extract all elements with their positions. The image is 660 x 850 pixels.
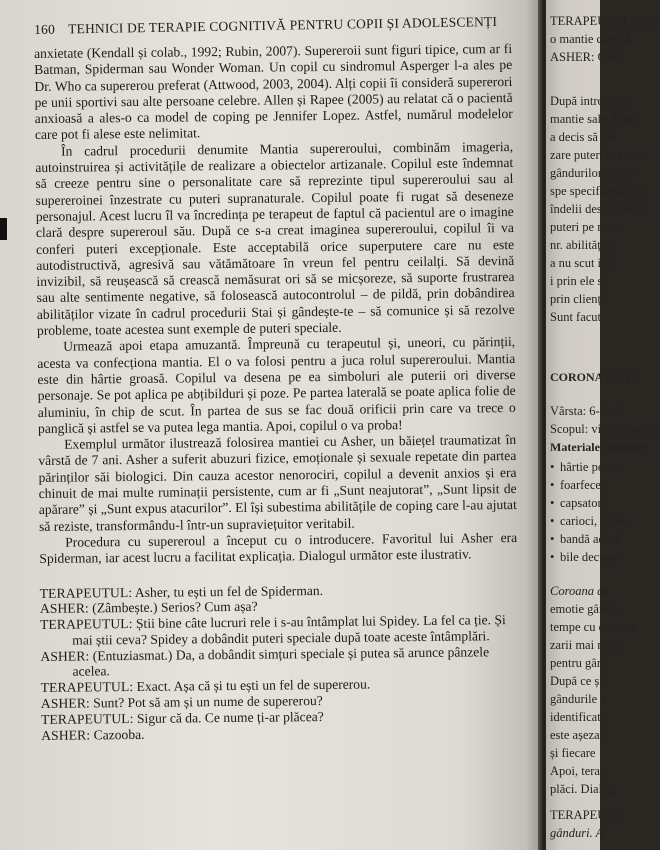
paragraph: Urmează apoi etapa amuzantă. Împreună cu terapeutul și, uneori, cu părinții, acesta va confecționa mantia. El o va folosi pentru a juca rolul supereroului. Mantia este din hârtie groasă. Copilul va desena pe ea simboluri ale puterii ori diverse personaje. Se pot aplica pe abțibilduri și poze. Pe partea laterală se poate aplica folie de aluminiu, în chip de scut. În partea de sus se fac două orificii prin care va trece o panglică și astfel se va putea lega mantia. Apoi, copilul o va proba! (37, 334, 516, 436)
facing-page-text: Coroana cu (550, 584, 609, 598)
facing-page-text: Apoi, terap (550, 764, 607, 778)
bullet-icon: • (550, 532, 555, 546)
bullet-icon: • (550, 550, 555, 564)
dialogue-text: Cazooba. (93, 726, 145, 743)
paragraph: anxietate (Kendall și colab., 1992; Rubin, 2007). Supereroii sunt figuri tipice, cum ar fi Batman, Spiderman sau Wonder Woman. Un copil cu sindromul Asperger l-a ales pe Dr. Who ca supererou preferat (Attwood, 2003, 2004). Alți copii îi consideră supererori pe unii sportivi sau alte persoane celebre. Allen și Rapee (2005) au relatat că o pacientă anxioasă a ales-o ca model de coping pe Jennifer Lopez. Astfel, numărul modelelor care pot fi alese este nelimitat. (34, 40, 513, 143)
speaker-label: ASHER: (39, 600, 89, 617)
paragraph: În cadrul procedurii denumite Mantia supereroului, combinăm imageria, autoinstruirea și activitățile de realizare a obiectelor artizanale. Copilul este îndemnat să creeze pentru sine o personalitate care să reprezinte tipul supereroului sau al supereroinei înzestrate cu puteri supranaturale. Copilul poate fi rugat să deseneze personajul. Acest lucru îl va încredința pe terapeut de faptul că pacientul are o imagine clară despre supereroul său. După ce s-a creat imaginea supereroului, copilul îi va conferi puteri excepționale. Este acceptabilă orice superputere care nu este autodistructivă, agresivă sau vătămătoare în vreun fel pentru ceilalți. Să devină invizibil, să reușească să crească nemăsurat ori să se micșoreze, să suporte frustrarea sau alte sentimente negative, să folosească autocontrolul – de pildă, prin dobândirea abilităților vizate în cadrul procedurii Stai și gândește-te – să comunice și să rezolve probleme, toate acestea sunt exemple de puteri speciale. (35, 138, 515, 339)
facing-page-text: gândurile a (550, 692, 606, 706)
facing-page-text: și fiecare (550, 746, 596, 760)
facing-page-text: După introduce (550, 94, 628, 108)
paragraph: Exemplul următor ilustrează folosirea mantiei cu Asher, un băiețel traumatizat în vârstă de 7 ani. Asher a suferit abuzuri fizice, emoționale și sexuale repetate din partea părinților săi biologici. Din cauza acestor nenorociri, copilul a devenit anxios și era chinuit de mai multe ruminații persistente, cum ar fi „Sunt neajutorat”, „Sunt lipsit de apărare” și „Sunt expus atacurilor”. El își subestima abilitățile de coping care l-au ajutat să reziste, transformându-l într-un supraviețuitor veritabil. (38, 432, 517, 534)
facing-page-text: gânduri. A (550, 826, 604, 840)
facing-page-text: puteri pe mam (550, 220, 623, 234)
dialogue-text: Sunt? Pot să am și un nume de supererou? (93, 693, 323, 711)
dialogue-text: Sigur că da. Ce nume ți-ar plăcea? (136, 708, 324, 726)
dialogue-block (40, 580, 520, 743)
facing-page-text: o mantie care să (550, 32, 631, 46)
facing-page-bullet: • carioci, creio (550, 514, 626, 528)
facing-page-text: a nu scut im (550, 256, 611, 270)
dialogue-line (40, 612, 518, 649)
facing-page-text: mantie sale. Iniți (550, 112, 634, 126)
page-number: 160 (34, 21, 56, 37)
facing-page-text: Sunt facut (550, 310, 602, 324)
speaker-label: ASHER: (41, 727, 91, 743)
facing-page-text: zarii mai mult (550, 638, 621, 652)
facing-page-meta: Vârsta: 6-9 ani (550, 404, 625, 418)
facing-page-text: ASHER: OK! (550, 50, 620, 64)
dialogue-text: (Entuziasmat.) Da, a dobândit simțuri speciale și putea să arunce pânzele acelea. (72, 643, 490, 680)
facing-page-text: După ce și- (550, 674, 607, 688)
facing-page-meta: Scopul: vizualizarea c (550, 422, 660, 436)
bullet-icon: • (550, 478, 555, 492)
dialogue-text: Asher, tu ești un fel de Spiderman. (134, 582, 324, 600)
page-header (34, 14, 514, 44)
facing-page-text: nr. abilitățile, (550, 238, 617, 252)
facing-page-text: prin clienții (550, 292, 608, 306)
bullet-icon: • (550, 514, 555, 528)
bullet-icon: • (550, 460, 555, 474)
facing-page-text: spe specifice au fo (550, 184, 643, 198)
facing-page-text: TERAPEUTU (550, 808, 623, 822)
facing-page-text: zare puteri era asoc (550, 148, 647, 162)
dialogue-text: (Zâmbește.) Serios? Cum așa? (92, 598, 258, 616)
bullet-icon: • (550, 496, 555, 510)
facing-page-bullet: • bile decupa (550, 550, 618, 564)
facing-page-text: TERAPEUTUL: Acu (550, 14, 658, 28)
facing-page-bullet: • capsator, (550, 496, 605, 510)
facing-page-bullet: • foarfece, (550, 478, 605, 492)
facing-page-heading: CORONA CU C (550, 370, 635, 384)
facing-page-text: a decis să ale (550, 130, 616, 144)
page-edge-tab-mark (0, 218, 7, 240)
speaker-label: TERAPEUTUL: (39, 584, 133, 601)
facing-page-text: îndelii despre prop (550, 202, 644, 216)
facing-page-materials-heading: Materiale necesare (550, 440, 647, 454)
body-text (34, 41, 519, 743)
facing-page-bullet: • bandă adezi (550, 532, 620, 546)
running-head-title: TEHNICI DE TERAPIE COGNITIVĂ PENTRU COPII ȘI ADOLESCENȚI (67, 13, 498, 37)
facing-page-text: gândurilor, inteli (550, 166, 634, 180)
facing-page-text: i prin ele s (550, 274, 603, 288)
facing-page-text: identificate (550, 710, 607, 724)
paragraph: Procedura cu supereroul a început cu o introducere. Favoritul lui Asher era Spiderman, iar acest lucru a facilitat explicația. Dialogul următor este ilustrativ. (39, 529, 518, 567)
right-book-page-edge (546, 0, 660, 850)
facing-page-text: emotie gându (550, 602, 618, 616)
dialogue-text: Exact. Așa că și tu ești un fel de supererou. (136, 676, 371, 695)
facing-page-text: pentru gân (550, 656, 604, 670)
facing-page-text: plăci. Dialog (550, 782, 615, 796)
speaker-label: ASHER: (40, 648, 90, 664)
dialogue-line (40, 644, 518, 681)
speaker-label: TERAPEUTUL: (39, 616, 133, 633)
facing-page-text: este așezat (550, 728, 604, 742)
speaker-label: ASHER: (40, 695, 90, 712)
facing-page-bullet: • hârtie pentru (550, 460, 624, 474)
dialogue-text: Știi bine câte lucruri rele i s-au întâmplat lui Spidey. La fel ca ție. Și mai știi ceva? Spidey a dobândit puteri speciale după toate aceste întâmplări. (72, 612, 506, 648)
speaker-label: TERAPEUTUL: (40, 710, 134, 727)
facing-page-text: tempe cu crearea (550, 620, 635, 634)
speaker-label: TERAPEUTUL: (40, 679, 134, 696)
